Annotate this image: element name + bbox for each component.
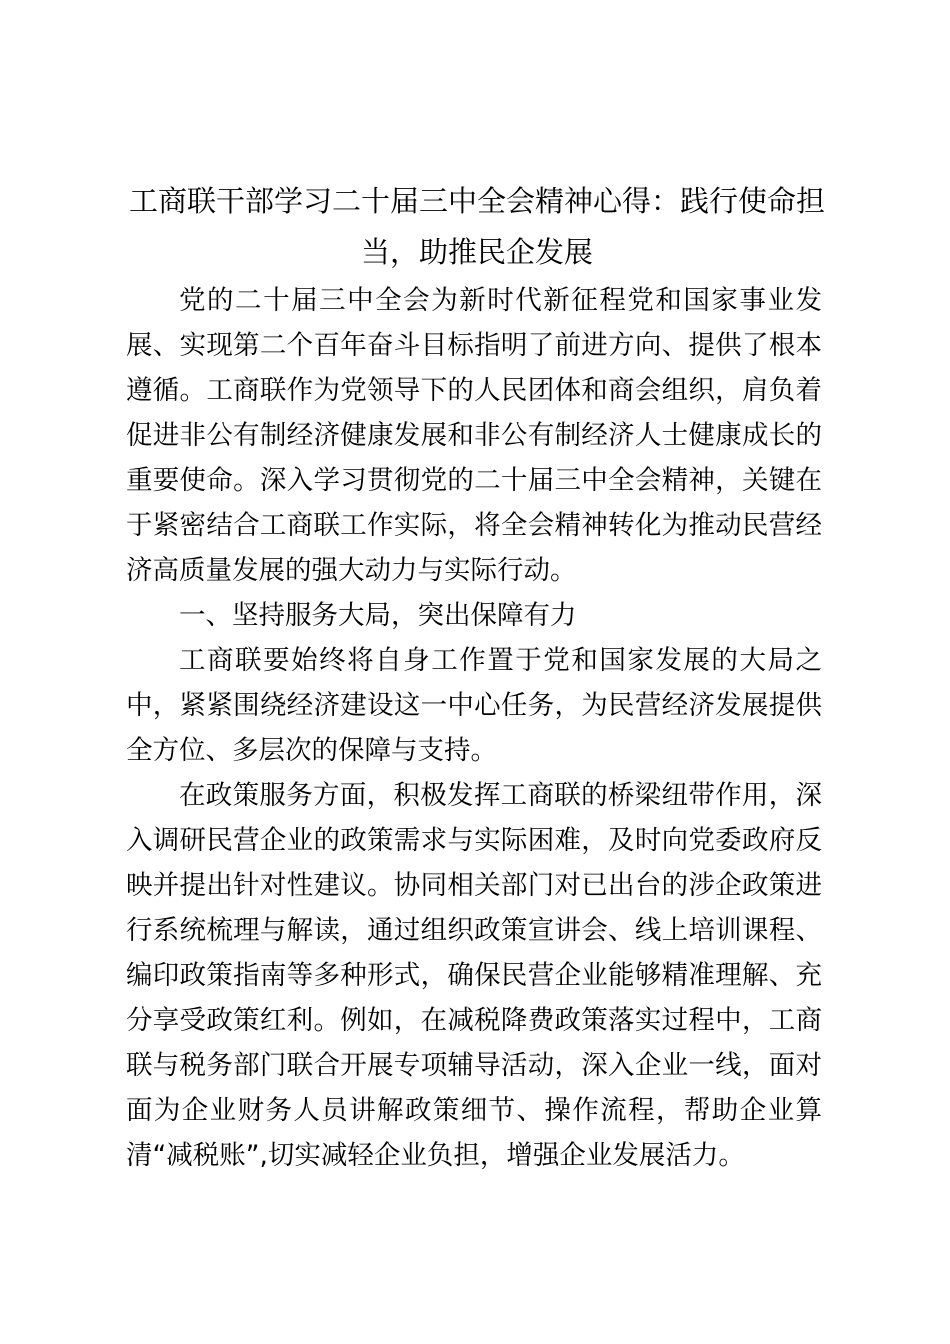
intro-paragraph: 党的二十届三中全会为新时代新征程党和国家事业发展、实现第二个百年奋斗目标指明了前进方向、提供了根本遵循。工商联作为党领导下的人民团体和商会组织，肩负着促进非公有制经济健康发展和非公有制经济人士健康成长的重要使命。深入学习贯彻党的二十届三中全会精神，关键在于紧密结合工商联工作实际，将全会精神转化为推动民营经济高质量发展的强大动力与实际行动。 [126,285,822,586]
document-title: 工商联干部学习二十届三中全会精神心得：践行使命担当，助推民企发展 [128,184,825,269]
policy-service-paragraph: 在政策服务方面，积极发挥工商联的桥梁纽带作用，深入调研民营企业的政策需求与实际困难，及时向党委政府反映并提出针对性建议。协同相关部门对已出台的涉企政策进行系统梳理与解读，通过组织政策宣讲会、线上培训课程、编印政策指南等多种形式，确保民营企业能够精准理解、充分享受政策红利。例如，在减税降费政策落实过程中，工商联与税务部门联合开展专项辅导活动，深入企业一线，面对面为企业财务人员讲解政策细节、操作流程，帮助企业算清“减税账”,切实减轻企业负担，增强企业发展活力。 [126,780,822,1171]
section-paragraph: 工商联要始终将自身工作置于党和国家发展的大局之中，紧紧围绕经济建设这一中心任务，为民营经济发展提供全方位、多层次的保障与支持。 [126,645,822,766]
section-heading: 一、坚持服务大局，突出保障有力 [179,600,577,631]
document-body [126,278,822,1178]
